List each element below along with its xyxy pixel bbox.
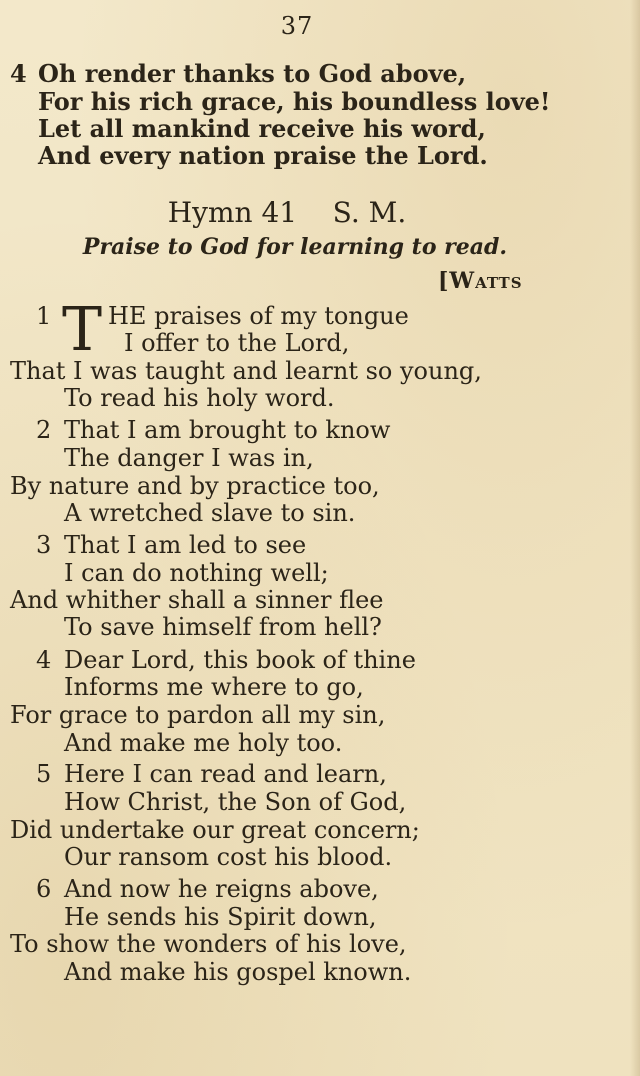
stanza-line: Dear Lord, this book of thine (64, 646, 416, 674)
previous-stanza-line: Oh render thanks to God above, (38, 59, 467, 88)
drop-cap: T (62, 295, 103, 365)
hymn-subtitle: Praise to God for learning to read. (82, 234, 508, 260)
stanza-line: And now he reigns above, (64, 875, 379, 903)
stanza-line: And make his gospel known. (64, 958, 412, 986)
stanza-line: How Christ, the Son of God, (64, 788, 407, 816)
hymn-attribution: [Watts (438, 268, 523, 294)
hymn-title: Hymn 41 S. M. (167, 196, 407, 229)
stanza-line: I can do nothing well; (64, 559, 329, 587)
stanza-line: The danger I was in, (64, 444, 314, 472)
stanza-line: He sends his Spirit down, (64, 903, 377, 931)
stanza-line: That I am brought to know (64, 416, 391, 444)
stanza-number: 5 (36, 760, 52, 788)
stanza-line: That I am led to see (64, 531, 307, 559)
stanza-line: Our ransom cost his blood. (64, 843, 393, 871)
previous-stanza-number: 4 (10, 59, 27, 88)
page-edge-shadow (630, 0, 640, 1076)
stanza-line: A wretched slave to sin. (64, 499, 356, 527)
stanza-line: Did undertake our great concern; (10, 816, 420, 844)
stanza-line: Informs me where to go, (64, 673, 364, 701)
previous-stanza-line: Let all mankind receive his word, (38, 114, 486, 143)
previous-stanza-line: For his rich grace, his boundless love! (38, 87, 551, 116)
stanza-line: To show the wonders of his love, (10, 930, 407, 958)
stanza-line: To save himself from hell? (64, 613, 382, 641)
stanza-line: For grace to pardon all my sin, (10, 701, 386, 729)
stanza-number: 4 (36, 646, 52, 674)
stanza-line: HE praises of my tongue (108, 302, 409, 330)
stanza-line: And whither shall a sinner flee (10, 586, 384, 614)
stanza-number: 2 (36, 416, 52, 444)
stanza-line: By nature and by practice too, (10, 472, 380, 500)
stanza-line: Here I can read and learn, (64, 760, 387, 788)
previous-stanza-line: And every nation praise the Lord. (38, 141, 488, 170)
stanza-line: That I was taught and learnt so young, (10, 357, 482, 385)
stanza-line: To read his holy word. (64, 384, 335, 412)
stanza-number: 3 (36, 531, 52, 559)
stanza-number: 1 (36, 302, 52, 330)
stanza-number: 6 (36, 875, 52, 903)
stanza-line: And make me holy too. (64, 729, 343, 757)
page-number: 37 (280, 12, 314, 40)
stanza-line: I offer to the Lord, (124, 329, 350, 357)
